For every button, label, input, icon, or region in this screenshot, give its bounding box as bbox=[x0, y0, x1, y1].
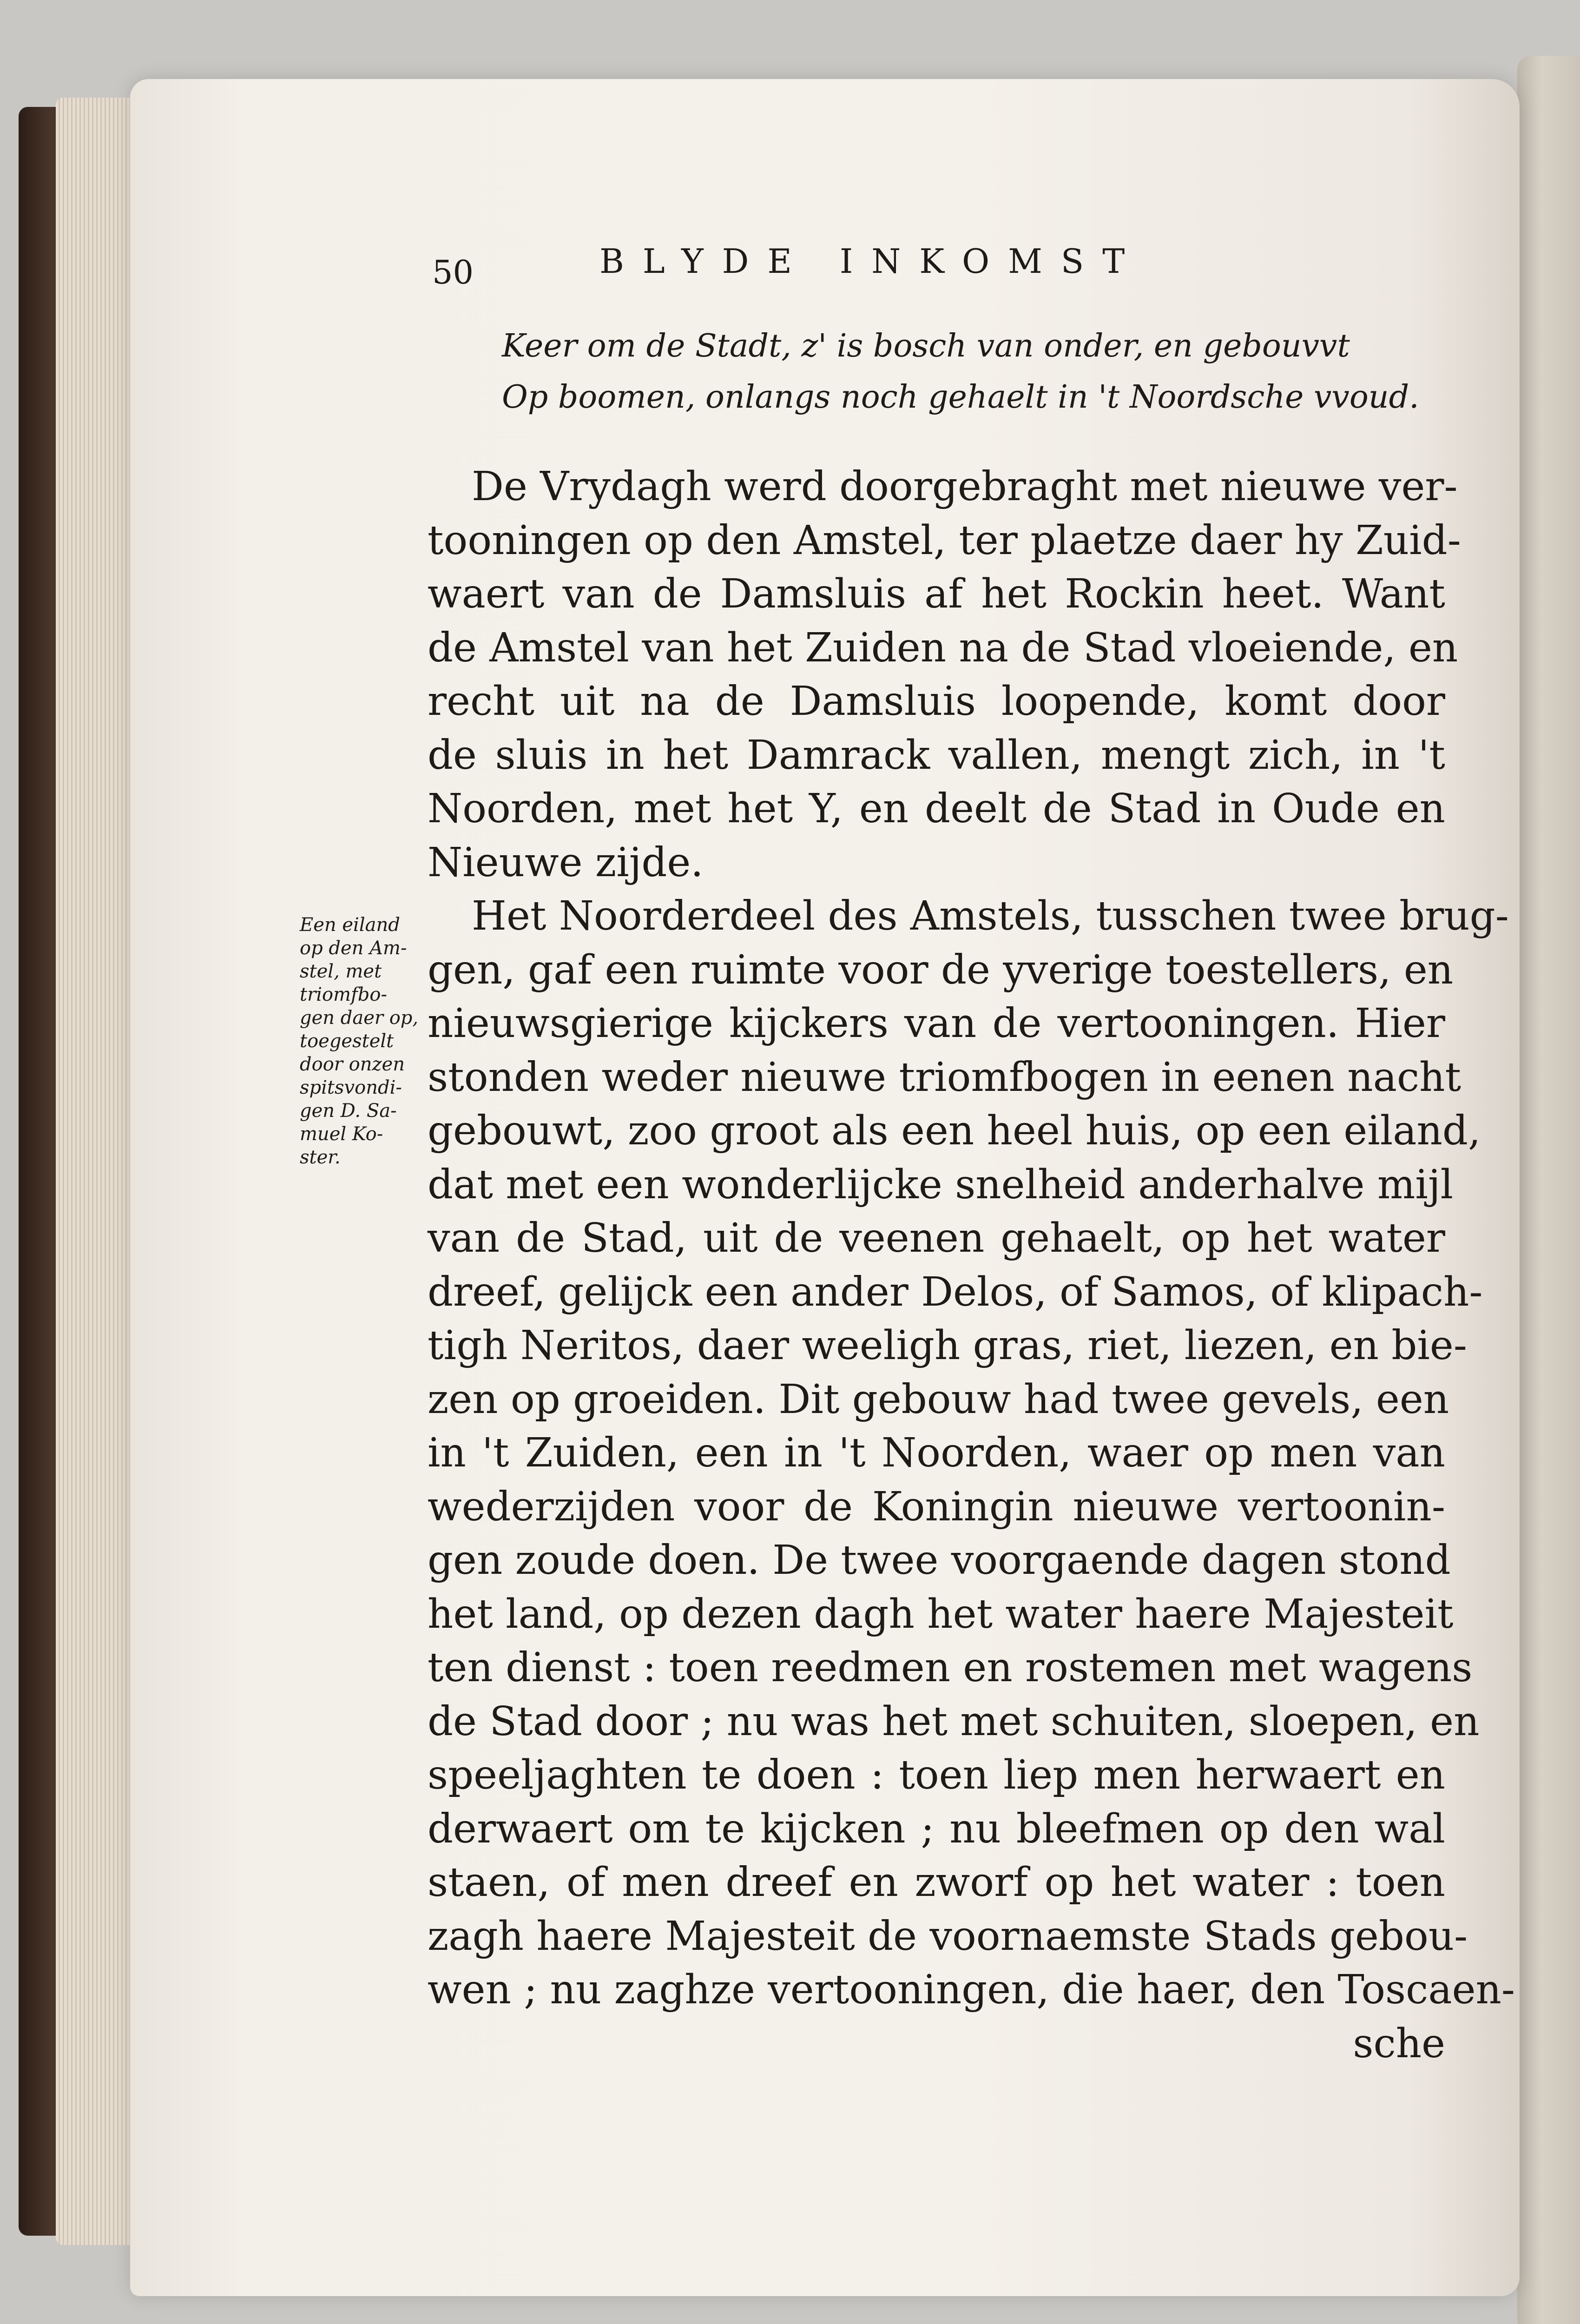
body-line: van de Stad, uit de veenen gehaelt, op het water bbox=[428, 1215, 1445, 1261]
body-line: de Stad door ; nu was het met schuiten, sloepen, en bbox=[428, 1698, 1480, 1745]
poem-line-2: Op boomen, onlangs noch gehaelt in 't Noordsche vvoud. bbox=[502, 379, 1419, 416]
body-line: de Amstel van het Zuiden na de Stad vloeiende, en bbox=[428, 624, 1458, 671]
body-line: recht uit na de Damsluis loopende, komt door bbox=[428, 678, 1445, 725]
poem-line-1: Keer om de Stadt, z' is bosch van onder, en gebouvvt bbox=[502, 328, 1350, 364]
body-line: de sluis in het Damrack vallen, mengt zich, in 't bbox=[428, 732, 1445, 779]
marginal-line: door onzen bbox=[300, 1054, 405, 1075]
marginal-line: stel, met bbox=[300, 961, 382, 982]
marginal-line: muel Ko- bbox=[300, 1123, 383, 1145]
body-text bbox=[428, 460, 1515, 2071]
facing-page-edge bbox=[1517, 56, 1580, 2324]
body-line: Nieuwe zijde. bbox=[428, 839, 704, 886]
body-line: tooningen op den Amstel, ter plaetze daer hy Zuid- bbox=[428, 517, 1461, 564]
marginal-line: ster. bbox=[300, 1147, 341, 1168]
marginal-note bbox=[300, 913, 419, 1169]
body-line: Noorden, met het Y, en deelt de Stad in Oude en bbox=[428, 786, 1445, 832]
body-line: wen ; nu zaghze vertooningen, die haer, den Toscaen- bbox=[428, 1967, 1515, 2013]
body-line: waert van de Damsluis af het Rockin heet. Want bbox=[428, 571, 1445, 617]
body-line: in 't Zuiden, een in 't Noorden, waer op men van bbox=[428, 1430, 1445, 1476]
body-line: staen, of men dreef en zworf op het water : toen bbox=[428, 1859, 1445, 1906]
body-line: speeljaghten te doen : toen liep men herwaert en bbox=[428, 1752, 1445, 1798]
body-line: stonden weder nieuwe triomfbogen in eenen nacht bbox=[428, 1054, 1462, 1101]
body-line: gebouwt, zoo groot als een heel huis, op een eiland, bbox=[428, 1108, 1481, 1154]
marginal-line: Een eiland bbox=[300, 914, 400, 936]
body-line: dat met een wonderlijcke snelheid anderhalve mijl bbox=[428, 1161, 1454, 1208]
body-line: gen zoude doen. De twee voorgaende dagen stond bbox=[428, 1537, 1451, 1584]
body-line: ten dienst : toen reedmen en rostemen met wagens bbox=[428, 1644, 1473, 1691]
body-line: tigh Neritos, daer weeligh gras, riet, liezen, en bie- bbox=[428, 1322, 1467, 1369]
marginal-line: toegestelt bbox=[300, 1030, 394, 1052]
marginal-line: gen daer op, bbox=[300, 1007, 419, 1029]
body-line: derwaert om te kijcken ; nu bleefmen op den wal bbox=[428, 1805, 1445, 1852]
marginal-line: gen D. Sa- bbox=[300, 1100, 397, 1122]
body-line: het land, op dezen dagh het water haere Majesteit bbox=[428, 1591, 1454, 1637]
marginal-line: triomfbo- bbox=[300, 984, 388, 1005]
body-line: gen, gaf een ruimte voor de yverige toestellers, en bbox=[428, 946, 1454, 993]
body-line: dreef, gelijck een ander Delos, of Samos, of klipach- bbox=[428, 1268, 1483, 1315]
running-head: BLYDE INKOMST bbox=[599, 242, 1144, 281]
body-line: zagh haere Majesteit de voornaemste Stads gebou- bbox=[428, 1913, 1468, 1960]
marginal-line: op den Am- bbox=[300, 938, 407, 959]
catchword: sche bbox=[1353, 2020, 1445, 2067]
body-line: wederzijden voor de Koningin nieuwe vertoonin- bbox=[428, 1483, 1445, 1530]
body-line: nieuwsgierige kijckers van de vertooningen. Hier bbox=[428, 1000, 1445, 1047]
body-line: Het Noorderdeel des Amstels, tusschen twee brug- bbox=[472, 893, 1509, 939]
body-line: De Vrydagh werd doorgebraght met nieuwe ver- bbox=[472, 463, 1458, 510]
body-line: zen op groeiden. Dit gebouw had twee gevels, een bbox=[428, 1376, 1449, 1423]
marginal-line: spitsvondi- bbox=[300, 1077, 402, 1098]
page-number: 50 bbox=[432, 253, 474, 291]
